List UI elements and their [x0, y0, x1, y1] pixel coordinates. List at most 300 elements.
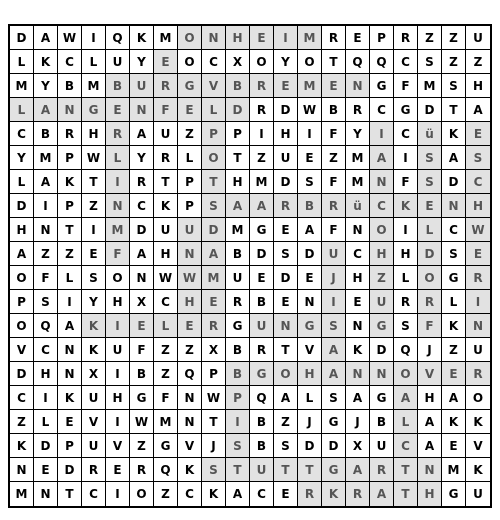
grid-cell[interactable]: E: [250, 266, 274, 290]
grid-cell[interactable]: M: [298, 74, 322, 98]
grid-cell[interactable]: S: [442, 242, 466, 266]
grid-cell[interactable]: C: [178, 482, 202, 506]
grid-cell[interactable]: U: [274, 146, 298, 170]
grid-cell[interactable]: O: [10, 314, 34, 338]
grid-cell[interactable]: D: [274, 98, 298, 122]
grid-cell[interactable]: R: [466, 266, 490, 290]
grid-cell[interactable]: B: [250, 410, 274, 434]
grid-cell[interactable]: F: [394, 170, 418, 194]
grid-cell[interactable]: C: [10, 122, 34, 146]
grid-cell[interactable]: C: [394, 122, 418, 146]
grid-cell[interactable]: S: [322, 314, 346, 338]
grid-cell[interactable]: V: [178, 434, 202, 458]
grid-cell[interactable]: T: [202, 410, 226, 434]
grid-cell[interactable]: N: [58, 98, 82, 122]
grid-cell[interactable]: C: [130, 194, 154, 218]
grid-cell[interactable]: V: [10, 338, 34, 362]
grid-cell[interactable]: B: [250, 290, 274, 314]
grid-cell[interactable]: R: [82, 458, 106, 482]
grid-cell[interactable]: S: [394, 314, 418, 338]
grid-cell[interactable]: Z: [250, 146, 274, 170]
grid-cell[interactable]: Q: [250, 386, 274, 410]
grid-cell[interactable]: M: [106, 218, 130, 242]
grid-cell[interactable]: S: [418, 50, 442, 74]
grid-cell[interactable]: E: [106, 98, 130, 122]
grid-cell[interactable]: I: [274, 26, 298, 50]
grid-cell[interactable]: F: [154, 98, 178, 122]
grid-cell[interactable]: O: [106, 266, 130, 290]
grid-cell[interactable]: Z: [466, 50, 490, 74]
grid-cell[interactable]: G: [178, 74, 202, 98]
grid-cell[interactable]: D: [370, 338, 394, 362]
grid-cell[interactable]: N: [370, 170, 394, 194]
grid-cell[interactable]: D: [298, 434, 322, 458]
grid-cell[interactable]: I: [106, 170, 130, 194]
grid-cell[interactable]: I: [106, 362, 130, 386]
grid-cell[interactable]: H: [466, 194, 490, 218]
grid-cell[interactable]: G: [226, 314, 250, 338]
grid-cell[interactable]: M: [442, 458, 466, 482]
grid-cell[interactable]: U: [250, 458, 274, 482]
grid-cell[interactable]: E: [466, 242, 490, 266]
grid-cell[interactable]: O: [178, 50, 202, 74]
grid-cell[interactable]: O: [394, 362, 418, 386]
grid-cell[interactable]: D: [10, 194, 34, 218]
grid-cell[interactable]: V: [466, 434, 490, 458]
grid-cell[interactable]: N: [346, 362, 370, 386]
grid-cell[interactable]: T: [226, 458, 250, 482]
grid-cell[interactable]: Z: [58, 242, 82, 266]
grid-cell[interactable]: D: [322, 434, 346, 458]
grid-cell[interactable]: B: [130, 362, 154, 386]
grid-cell[interactable]: Y: [10, 146, 34, 170]
grid-cell[interactable]: M: [10, 482, 34, 506]
grid-cell[interactable]: A: [418, 410, 442, 434]
grid-cell[interactable]: G: [370, 74, 394, 98]
grid-cell[interactable]: K: [154, 194, 178, 218]
grid-cell[interactable]: F: [34, 266, 58, 290]
grid-cell[interactable]: R: [322, 26, 346, 50]
grid-cell[interactable]: X: [226, 50, 250, 74]
grid-cell[interactable]: M: [346, 170, 370, 194]
grid-cell[interactable]: K: [466, 410, 490, 434]
grid-cell[interactable]: L: [202, 98, 226, 122]
grid-cell[interactable]: H: [226, 26, 250, 50]
grid-cell[interactable]: H: [34, 362, 58, 386]
grid-cell[interactable]: T: [82, 170, 106, 194]
grid-cell[interactable]: E: [346, 26, 370, 50]
grid-cell[interactable]: M: [82, 74, 106, 98]
grid-cell[interactable]: O: [298, 50, 322, 74]
grid-cell[interactable]: I: [394, 218, 418, 242]
grid-cell[interactable]: A: [466, 98, 490, 122]
grid-cell[interactable]: N: [34, 482, 58, 506]
grid-cell[interactable]: L: [442, 290, 466, 314]
grid-cell[interactable]: X: [346, 434, 370, 458]
grid-cell[interactable]: O: [418, 266, 442, 290]
grid-cell[interactable]: E: [130, 314, 154, 338]
grid-cell[interactable]: G: [154, 434, 178, 458]
grid-cell[interactable]: A: [58, 314, 82, 338]
grid-cell[interactable]: R: [394, 290, 418, 314]
grid-cell[interactable]: B: [34, 122, 58, 146]
grid-cell[interactable]: H: [154, 242, 178, 266]
grid-cell[interactable]: R: [130, 458, 154, 482]
grid-cell[interactable]: M: [154, 26, 178, 50]
grid-cell[interactable]: O: [178, 26, 202, 50]
grid-cell[interactable]: D: [34, 434, 58, 458]
grid-cell[interactable]: F: [106, 242, 130, 266]
grid-cell[interactable]: A: [10, 242, 34, 266]
grid-cell[interactable]: V: [82, 410, 106, 434]
grid-cell[interactable]: E: [298, 266, 322, 290]
grid-cell[interactable]: R: [370, 458, 394, 482]
grid-cell[interactable]: C: [202, 50, 226, 74]
grid-cell[interactable]: A: [442, 386, 466, 410]
grid-cell[interactable]: I: [466, 290, 490, 314]
grid-cell[interactable]: L: [298, 386, 322, 410]
grid-cell[interactable]: Q: [106, 26, 130, 50]
grid-cell[interactable]: E: [34, 458, 58, 482]
grid-cell[interactable]: Z: [442, 50, 466, 74]
grid-cell[interactable]: A: [322, 362, 346, 386]
grid-cell[interactable]: U: [226, 266, 250, 290]
grid-cell[interactable]: G: [394, 98, 418, 122]
grid-cell[interactable]: E: [442, 434, 466, 458]
grid-cell[interactable]: C: [442, 218, 466, 242]
grid-cell[interactable]: C: [394, 434, 418, 458]
grid-cell[interactable]: U: [154, 122, 178, 146]
grid-cell[interactable]: I: [370, 122, 394, 146]
grid-cell[interactable]: A: [346, 458, 370, 482]
grid-cell[interactable]: Q: [154, 458, 178, 482]
grid-cell[interactable]: E: [274, 290, 298, 314]
grid-cell[interactable]: B: [226, 338, 250, 362]
grid-cell[interactable]: A: [322, 338, 346, 362]
grid-cell[interactable]: H: [274, 122, 298, 146]
grid-cell[interactable]: U: [473, 487, 483, 501]
grid-cell[interactable]: M: [250, 170, 274, 194]
grid-cell[interactable]: J: [298, 410, 322, 434]
grid-cell[interactable]: Y: [274, 50, 298, 74]
grid-cell[interactable]: L: [10, 98, 34, 122]
grid-cell[interactable]: A: [250, 194, 274, 218]
grid-cell[interactable]: E: [274, 74, 298, 98]
grid-cell[interactable]: N: [178, 386, 202, 410]
grid-cell[interactable]: R: [250, 338, 274, 362]
grid-cell[interactable]: R: [298, 482, 322, 506]
grid-cell[interactable]: Z: [178, 338, 202, 362]
grid-cell[interactable]: Z: [178, 122, 202, 146]
grid-cell[interactable]: A: [298, 218, 322, 242]
grid-cell[interactable]: H: [178, 290, 202, 314]
grid-cell[interactable]: N: [178, 410, 202, 434]
grid-cell[interactable]: I: [106, 410, 130, 434]
grid-cell[interactable]: W: [154, 266, 178, 290]
grid-cell[interactable]: A: [418, 434, 442, 458]
grid-cell[interactable]: F: [322, 170, 346, 194]
grid-cell[interactable]: P: [226, 386, 250, 410]
grid-cell[interactable]: R: [154, 146, 178, 170]
grid-cell[interactable]: D: [418, 98, 442, 122]
grid-cell[interactable]: T: [274, 458, 298, 482]
grid-cell[interactable]: G: [250, 218, 274, 242]
grid-cell[interactable]: M: [418, 74, 442, 98]
grid-cell[interactable]: Z: [10, 410, 34, 434]
grid-cell[interactable]: W: [298, 98, 322, 122]
grid-cell[interactable]: H: [418, 482, 442, 506]
grid-cell[interactable]: T: [58, 218, 82, 242]
grid-cell[interactable]: O: [202, 146, 226, 170]
grid-cell[interactable]: Z: [130, 434, 154, 458]
grid-cell[interactable]: Z: [370, 266, 394, 290]
grid-cell[interactable]: T: [298, 458, 322, 482]
grid-cell[interactable]: J: [418, 338, 442, 362]
grid-cell[interactable]: N: [418, 458, 442, 482]
grid-cell[interactable]: L: [58, 266, 82, 290]
grid-cell[interactable]: I: [58, 290, 82, 314]
grid-cell[interactable]: M: [298, 26, 322, 50]
grid-cell[interactable]: I: [298, 122, 322, 146]
grid-cell[interactable]: M: [202, 266, 226, 290]
grid-cell[interactable]: S: [226, 434, 250, 458]
grid-cell[interactable]: T: [226, 146, 250, 170]
grid-cell[interactable]: S: [202, 458, 226, 482]
grid-cell[interactable]: E: [106, 458, 130, 482]
grid-cell[interactable]: A: [130, 122, 154, 146]
grid-cell[interactable]: R: [130, 170, 154, 194]
grid-cell[interactable]: F: [322, 218, 346, 242]
grid-cell[interactable]: C: [370, 98, 394, 122]
grid-cell[interactable]: Z: [154, 338, 178, 362]
grid-cell[interactable]: E: [466, 122, 490, 146]
grid-cell[interactable]: D: [130, 218, 154, 242]
grid-cell[interactable]: D: [274, 266, 298, 290]
grid-cell[interactable]: D: [418, 242, 442, 266]
grid-cell[interactable]: N: [298, 290, 322, 314]
grid-cell[interactable]: E: [58, 410, 82, 434]
grid-cell[interactable]: N: [346, 74, 370, 98]
grid-cell[interactable]: S: [418, 170, 442, 194]
grid-cell[interactable]: N: [178, 242, 202, 266]
grid-cell[interactable]: Y: [130, 50, 154, 74]
grid-cell[interactable]: N: [34, 218, 58, 242]
grid-cell[interactable]: H: [346, 266, 370, 290]
grid-cell[interactable]: T: [154, 170, 178, 194]
grid-cell[interactable]: U: [250, 314, 274, 338]
grid-cell[interactable]: A: [226, 194, 250, 218]
grid-cell[interactable]: G: [250, 362, 274, 386]
grid-cell[interactable]: C: [394, 50, 418, 74]
grid-cell[interactable]: N: [58, 362, 82, 386]
grid-cell[interactable]: H: [394, 242, 418, 266]
grid-cell[interactable]: W: [82, 146, 106, 170]
grid-cell[interactable]: K: [82, 314, 106, 338]
grid-cell[interactable]: H: [10, 218, 34, 242]
grid-cell[interactable]: X: [130, 290, 154, 314]
grid-cell[interactable]: G: [130, 386, 154, 410]
grid-cell[interactable]: C: [466, 170, 490, 194]
grid-cell[interactable]: H: [466, 74, 490, 98]
grid-cell[interactable]: E: [274, 218, 298, 242]
grid-cell[interactable]: B: [226, 362, 250, 386]
grid-cell[interactable]: J: [322, 266, 346, 290]
grid-cell[interactable]: R: [106, 122, 130, 146]
grid-cell[interactable]: T: [274, 338, 298, 362]
grid-cell[interactable]: W: [58, 26, 82, 50]
grid-cell[interactable]: C: [154, 290, 178, 314]
grid-cell[interactable]: S: [442, 74, 466, 98]
grid-cell[interactable]: L: [394, 410, 418, 434]
grid-cell[interactable]: K: [34, 50, 58, 74]
grid-cell[interactable]: K: [10, 434, 34, 458]
grid-cell[interactable]: A: [34, 26, 58, 50]
grid-cell[interactable]: P: [226, 122, 250, 146]
grid-cell[interactable]: I: [226, 410, 250, 434]
grid-cell[interactable]: Y: [34, 74, 58, 98]
grid-cell[interactable]: R: [346, 482, 370, 506]
grid-cell[interactable]: A: [274, 386, 298, 410]
grid-cell[interactable]: P: [58, 146, 82, 170]
grid-cell[interactable]: T: [58, 482, 82, 506]
grid-cell[interactable]: U: [130, 74, 154, 98]
grid-cell[interactable]: N: [58, 338, 82, 362]
grid-cell[interactable]: B: [106, 74, 130, 98]
grid-cell[interactable]: U: [322, 242, 346, 266]
grid-cell[interactable]: C: [10, 386, 34, 410]
grid-cell[interactable]: I: [106, 314, 130, 338]
grid-cell[interactable]: K: [442, 122, 466, 146]
grid-cell[interactable]: B: [226, 242, 250, 266]
grid-cell[interactable]: A: [226, 482, 250, 506]
grid-cell[interactable]: P: [10, 290, 34, 314]
grid-cell[interactable]: A: [370, 482, 394, 506]
grid-cell[interactable]: U: [106, 338, 130, 362]
grid-cell[interactable]: U: [370, 434, 394, 458]
grid-cell[interactable]: L: [418, 218, 442, 242]
grid-cell[interactable]: I: [322, 290, 346, 314]
grid-cell[interactable]: K: [178, 458, 202, 482]
grid-cell[interactable]: B: [370, 410, 394, 434]
grid-cell[interactable]: U: [82, 386, 106, 410]
grid-cell[interactable]: O: [370, 218, 394, 242]
grid-cell[interactable]: F: [418, 314, 442, 338]
grid-cell[interactable]: K: [130, 26, 154, 50]
grid-cell[interactable]: U: [106, 50, 130, 74]
grid-cell[interactable]: A: [34, 98, 58, 122]
grid-cell[interactable]: D: [226, 98, 250, 122]
grid-cell[interactable]: H: [226, 170, 250, 194]
grid-cell[interactable]: M: [154, 410, 178, 434]
grid-cell[interactable]: J: [346, 410, 370, 434]
grid-cell[interactable]: B: [298, 194, 322, 218]
grid-cell[interactable]: A: [346, 386, 370, 410]
grid-cell[interactable]: P: [178, 170, 202, 194]
grid-cell[interactable]: K: [322, 482, 346, 506]
grid-cell[interactable]: F: [154, 386, 178, 410]
grid-cell[interactable]: U: [82, 434, 106, 458]
grid-cell[interactable]: G: [298, 314, 322, 338]
grid-cell[interactable]: N: [130, 266, 154, 290]
grid-cell[interactable]: E: [346, 290, 370, 314]
grid-cell[interactable]: T: [322, 50, 346, 74]
grid-cell[interactable]: N: [130, 98, 154, 122]
grid-cell[interactable]: R: [346, 98, 370, 122]
grid-cell[interactable]: Y: [346, 122, 370, 146]
grid-cell[interactable]: Z: [154, 482, 178, 506]
grid-cell[interactable]: M: [34, 146, 58, 170]
grid-cell[interactable]: E: [418, 194, 442, 218]
grid-cell[interactable]: P: [58, 194, 82, 218]
grid-cell[interactable]: K: [82, 338, 106, 362]
grid-cell[interactable]: I: [34, 386, 58, 410]
grid-cell[interactable]: L: [106, 146, 130, 170]
grid-cell[interactable]: E: [322, 74, 346, 98]
grid-cell[interactable]: S: [322, 386, 346, 410]
grid-cell[interactable]: F: [394, 74, 418, 98]
grid-cell[interactable]: D: [274, 170, 298, 194]
grid-cell[interactable]: ü: [346, 194, 370, 218]
grid-cell[interactable]: G: [442, 482, 466, 506]
grid-cell[interactable]: G: [442, 266, 466, 290]
grid-cell[interactable]: H: [106, 290, 130, 314]
grid-cell[interactable]: M: [226, 218, 250, 242]
grid-cell[interactable]: T: [394, 458, 418, 482]
grid-cell[interactable]: F: [322, 122, 346, 146]
grid-cell[interactable]: C: [34, 338, 58, 362]
grid-cell[interactable]: A: [34, 170, 58, 194]
grid-cell[interactable]: W: [130, 410, 154, 434]
grid-cell[interactable]: N: [466, 314, 490, 338]
grid-cell[interactable]: O: [250, 50, 274, 74]
grid-cell[interactable]: R: [202, 314, 226, 338]
grid-cell[interactable]: Z: [442, 338, 466, 362]
grid-cell[interactable]: V: [298, 338, 322, 362]
grid-cell[interactable]: S: [418, 146, 442, 170]
grid-cell[interactable]: Q: [370, 50, 394, 74]
grid-cell[interactable]: L: [82, 50, 106, 74]
grid-cell[interactable]: K: [442, 314, 466, 338]
grid-cell[interactable]: O: [466, 386, 490, 410]
grid-cell[interactable]: I: [106, 482, 130, 506]
grid-cell[interactable]: C: [250, 482, 274, 506]
grid-cell[interactable]: X: [202, 338, 226, 362]
grid-cell[interactable]: N: [346, 218, 370, 242]
grid-cell[interactable]: Q: [394, 338, 418, 362]
grid-cell[interactable]: K: [58, 386, 82, 410]
grid-cell[interactable]: Y: [130, 146, 154, 170]
grid-cell[interactable]: Z: [34, 242, 58, 266]
grid-cell[interactable]: W: [202, 386, 226, 410]
grid-cell[interactable]: F: [130, 338, 154, 362]
grid-cell[interactable]: R: [394, 26, 418, 50]
grid-cell[interactable]: J: [202, 434, 226, 458]
grid-cell[interactable]: B: [226, 74, 250, 98]
grid-cell[interactable]: P: [370, 26, 394, 50]
grid-cell[interactable]: D: [250, 242, 274, 266]
grid-cell[interactable]: P: [58, 434, 82, 458]
grid-cell[interactable]: A: [202, 242, 226, 266]
grid-cell[interactable]: R: [154, 74, 178, 98]
grid-cell[interactable]: Q: [346, 50, 370, 74]
grid-cell[interactable]: V: [202, 74, 226, 98]
grid-cell[interactable]: E: [442, 362, 466, 386]
grid-cell[interactable]: T: [394, 482, 418, 506]
grid-cell[interactable]: S: [82, 266, 106, 290]
grid-cell[interactable]: X: [82, 362, 106, 386]
grid-cell[interactable]: K: [58, 170, 82, 194]
grid-cell[interactable]: A: [370, 146, 394, 170]
